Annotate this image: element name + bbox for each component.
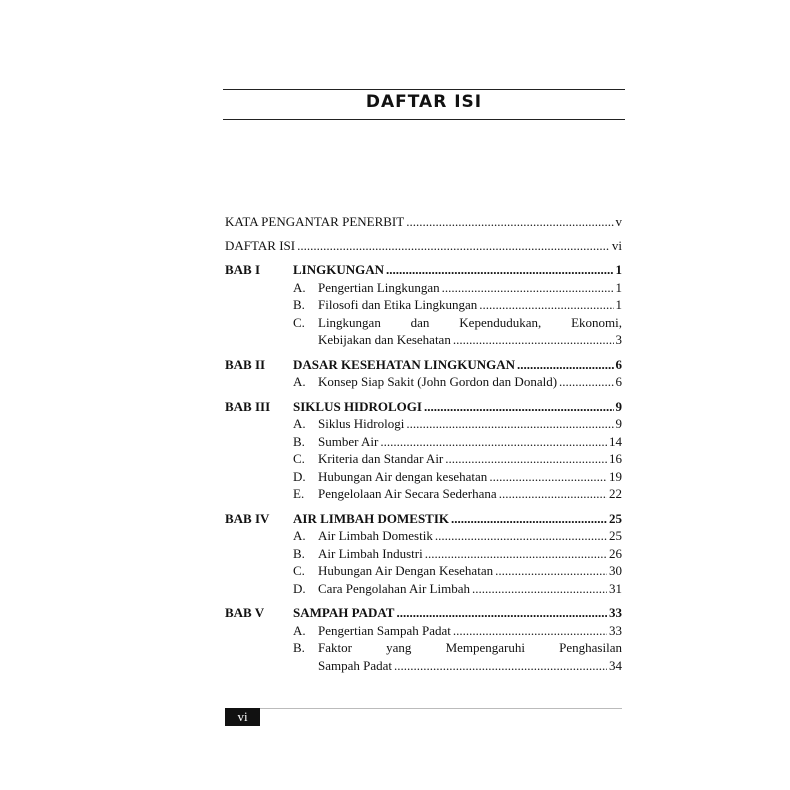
section-title: Pengertian Lingkungan <box>318 279 440 295</box>
chapter-number: BAB III <box>225 398 271 414</box>
dot-leader <box>442 279 614 297</box>
toc-page-number: 6 <box>615 374 622 389</box>
toc-entry-label: KATA PENGANTAR PENERBIT <box>225 214 405 229</box>
toc-page-number: 14 <box>609 433 622 449</box>
chapter-title: AIR LIMBAH DOMESTIK <box>293 510 450 526</box>
toc-page-number: 34 <box>609 657 622 673</box>
dot-leader <box>380 433 607 451</box>
toc-page-number: 22 <box>609 486 622 501</box>
dot-leader <box>394 657 607 675</box>
chapter-number: BAB V <box>225 605 265 620</box>
section-title: Filosofi dan Etika Lingkungan <box>318 297 478 312</box>
section-title: Air Limbah Domestik <box>318 528 433 543</box>
section-title: Hubungan Air Dengan Kesehatan <box>318 563 494 578</box>
section-row[interactable] <box>225 545 622 563</box>
chapter-row[interactable] <box>225 398 622 416</box>
toc-page-number: 9 <box>615 416 622 431</box>
toc-page-number: 33 <box>609 605 622 620</box>
toc-page-number: vi <box>611 237 622 253</box>
toc-page-number: 3 <box>615 332 622 347</box>
chapter-number: BAB I <box>225 262 261 277</box>
section-title: Sampah Padat <box>318 657 393 673</box>
chapter-row[interactable] <box>225 356 622 374</box>
section-row[interactable] <box>225 314 622 332</box>
toc-page-number: 31 <box>609 580 622 596</box>
dot-leader <box>451 510 607 528</box>
toc-page-number: 25 <box>609 528 622 543</box>
toc-page-number: v <box>615 214 622 229</box>
chapter-number: BAB IV <box>225 510 270 526</box>
section-letter: D. <box>293 580 306 596</box>
chapter-title: LINGKUNGAN <box>293 262 385 277</box>
dot-leader <box>445 450 607 468</box>
section-row[interactable] <box>225 622 622 640</box>
dot-leader <box>396 604 607 622</box>
dot-leader <box>489 468 607 486</box>
section-row[interactable] <box>225 415 622 433</box>
section-row[interactable] <box>225 373 622 391</box>
section-title: Air Limbah Industri <box>318 545 423 561</box>
toc-front-row[interactable] <box>225 213 622 231</box>
toc-page-number: 9 <box>615 398 622 414</box>
toc-page-number: 30 <box>609 563 622 578</box>
section-row[interactable] <box>225 527 622 545</box>
section-letter: E. <box>293 486 305 501</box>
section-title: Cara Pengolahan Air Limbah <box>318 580 470 596</box>
toc-page-number: 25 <box>609 510 622 526</box>
section-title: Pengelolaan Air Secara Sederhana <box>318 486 497 501</box>
section-row[interactable] <box>225 296 622 314</box>
section-letter: A. <box>293 374 306 389</box>
toc-entry-label: DAFTAR ISI <box>225 237 296 253</box>
table-of-contents <box>225 213 622 674</box>
header-top-rule <box>223 89 625 90</box>
section-letter: A. <box>293 416 306 431</box>
dot-leader <box>472 580 607 598</box>
toc-page-number: 33 <box>609 622 622 638</box>
dot-leader <box>559 373 613 391</box>
toc-page-number: 26 <box>609 545 622 561</box>
section-letter: D. <box>293 468 306 484</box>
section-letter: B. <box>293 640 305 655</box>
chapter-title: SIKLUS HIDROLOGI <box>293 398 422 414</box>
toc-page-number: 16 <box>609 451 622 466</box>
section-letter: B. <box>293 545 305 561</box>
dot-leader <box>495 562 607 580</box>
section-row[interactable] <box>225 279 622 297</box>
toc-page-number: 1 <box>615 297 622 312</box>
section-row[interactable] <box>225 450 622 468</box>
section-title: Siklus Hidrologi <box>318 416 405 431</box>
chapter-title: SAMPAH PADAT <box>293 605 395 620</box>
section-letter: C. <box>293 451 305 466</box>
dot-leader <box>424 398 614 416</box>
chapter-title: DASAR KESEHATAN LINGKUNGAN <box>293 356 515 372</box>
section-title: Kriteria dan Standar Air <box>318 451 444 466</box>
dot-leader <box>435 527 607 545</box>
toc-page-number: 6 <box>615 356 622 372</box>
chapter-row[interactable] <box>225 261 622 279</box>
section-title: Hubungan Air dengan kesehatan <box>318 468 488 484</box>
dot-leader <box>425 545 607 563</box>
dot-leader <box>386 261 613 279</box>
page-title: DAFTAR ISI <box>365 92 483 112</box>
dot-leader <box>406 213 613 231</box>
section-row-continued[interactable] <box>225 657 622 675</box>
dot-leader <box>453 331 614 349</box>
section-row[interactable] <box>225 580 622 598</box>
toc-front-row[interactable] <box>225 237 622 255</box>
dot-leader <box>406 415 613 433</box>
section-title-line1: Faktor yang Mempengaruhi Penghasilan <box>318 640 622 655</box>
toc-page-number: 19 <box>609 468 622 484</box>
section-letter: B. <box>293 297 305 312</box>
section-title: Konsep Siap Sakit (John Gordon dan Donald) <box>318 374 558 389</box>
header-bottom-rule <box>223 119 625 120</box>
section-row[interactable] <box>225 485 622 503</box>
section-title: Sumber Air <box>318 433 379 449</box>
dot-leader <box>297 237 610 255</box>
section-row[interactable] <box>225 468 622 486</box>
section-letter: C. <box>293 314 305 330</box>
dot-leader <box>517 356 614 374</box>
section-title: Kebijakan dan Kesehatan <box>318 332 451 347</box>
section-row-continued[interactable] <box>225 331 622 349</box>
section-letter: C. <box>293 563 305 578</box>
dot-leader <box>453 622 607 640</box>
section-letter: A. <box>293 622 306 638</box>
section-title: Pengertian Sampah Padat <box>318 622 451 638</box>
section-row[interactable] <box>225 562 622 580</box>
toc-page-number: 1 <box>615 279 622 295</box>
chapter-row[interactable] <box>225 604 622 622</box>
section-letter: A. <box>293 528 306 543</box>
section-letter: B. <box>293 433 305 449</box>
chapter-row[interactable] <box>225 510 622 528</box>
footer-page-number: vi <box>225 708 260 726</box>
footer-rule <box>260 708 622 709</box>
toc-page-number: 1 <box>615 262 622 277</box>
section-row[interactable] <box>225 639 622 657</box>
section-letter: A. <box>293 279 306 295</box>
dot-leader <box>499 485 607 503</box>
chapter-number: BAB II <box>225 356 266 372</box>
section-row[interactable] <box>225 433 622 451</box>
dot-leader <box>479 296 613 314</box>
section-title-line1: Lingkungan dan Kependudukan, Ekonomi, <box>318 314 622 330</box>
